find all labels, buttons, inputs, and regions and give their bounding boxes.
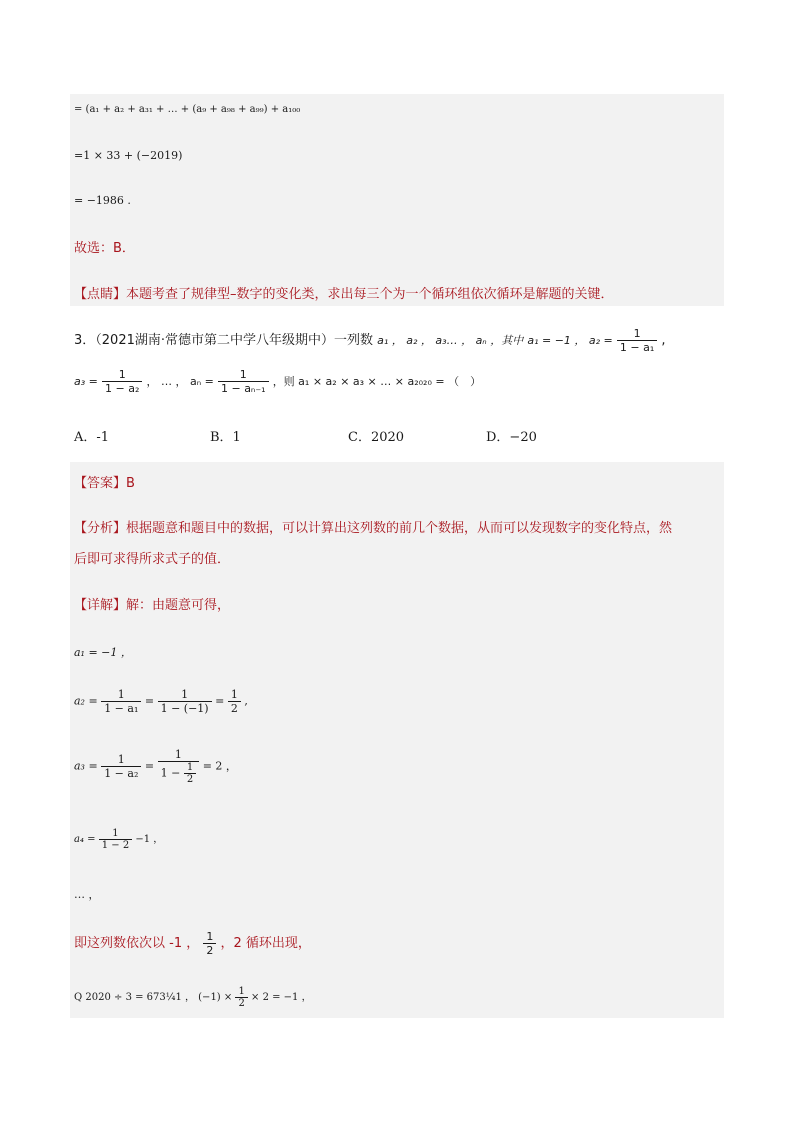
question-ask: ，则 a₁ × a₂ × a₃ × … × a₂₀₂₀ = （ ） (272, 375, 482, 388)
question-source: 3．（2021湖南·常德市第二中学八年级期中）一列数 (74, 333, 373, 348)
analysis-tag: 【分析】 (74, 521, 127, 536)
step-a4-lhs: a₄ = (74, 834, 96, 845)
fraction-cycle-half (203, 930, 216, 957)
fraction-denominator: 1 − $\frac{1}{2}$ (158, 761, 200, 785)
solution-block-top (70, 94, 724, 306)
fraction-step2-b (158, 688, 212, 715)
fraction-numerator: 1 (112, 828, 119, 839)
fraction-denominator: 1 − 2 (99, 839, 132, 851)
detail-text: 解：由题意可得， (126, 598, 231, 613)
fraction-numerator: 1 (174, 748, 182, 761)
calc-line-3: = −1986 . (74, 194, 131, 207)
fraction-numerator: 1 (238, 986, 245, 997)
comment-line (74, 283, 614, 302)
step-a3: a₃ = $\frac{1}{\text{1 − a₂}}$ = 1 1 − $\frac{1}{2}$ = 2 ， (74, 748, 237, 785)
fraction-denominator: 1 − a₁ (617, 340, 657, 354)
option-d[interactable]: D．−20 (486, 430, 537, 445)
ellipsis-line: … ， (74, 888, 100, 901)
answer-tag: 【答案】 (74, 476, 127, 491)
step-a2-lhs: a₂ = (74, 694, 98, 708)
step-a4-result: −1 ， (135, 834, 164, 845)
option-b[interactable]: B．1 (210, 430, 241, 445)
step-a3-lhs: a₃ = (74, 759, 98, 773)
fraction-numerator: 1 (117, 753, 125, 766)
analysis-line-1 (74, 517, 672, 536)
sequence-terms: a₁ ， a₂ ， a₃… ， aₙ ，其中 (377, 334, 524, 347)
a3-lhs: a₃ = (74, 375, 98, 388)
calc-line-2: =1 × 33 + (−2019) (74, 149, 183, 162)
step-a2: a₂ = $\frac{1}{\text{1 − a₁}}$ = $\frac{1}{1 - (-1)}$ = $\frac{1}{2}$ , (74, 688, 248, 715)
fraction-denominator: 2 (203, 943, 216, 957)
cycle-text-a: 即这列数依次以 -1 ， (74, 936, 200, 951)
calc-line-1: = (a₁ + a₂ + a₃₁ + … + (a₉ + a₉₈ + a₉₉) + a₁₀₀ (74, 104, 301, 115)
fraction-denominator: 2 (228, 701, 241, 715)
fraction-denominator: 1 − aₙ₋₁ (218, 381, 269, 395)
fraction-step2-a (101, 688, 141, 715)
step-a4 (74, 828, 163, 851)
answer-line (74, 472, 135, 491)
fraction-numerator: 1 (206, 930, 214, 943)
fraction-denominator: 2 (235, 997, 247, 1009)
detail-tag: 【详解】 (74, 598, 127, 613)
fraction-denominator: 1 − a₂ (101, 766, 141, 780)
option-c[interactable]: C．2020 (348, 430, 405, 445)
detail-line (74, 594, 230, 613)
final-text-a: Q 2020 ÷ 3 = 673¼1 ， (−1) × (74, 992, 233, 1003)
fraction-denominator: 1 − a₁ (101, 701, 141, 715)
cycle-line (74, 930, 311, 957)
final-text-b: × 2 = −1 ， (251, 992, 312, 1003)
final-line (74, 986, 312, 1009)
cycle-text-b: ，2 循环出现， (220, 936, 311, 951)
step-a1: a₁ = −1 ， (74, 646, 132, 659)
answer-value: B (126, 476, 135, 491)
fraction-nested-half (184, 762, 196, 785)
option-a[interactable]: A．-1 (74, 430, 110, 445)
fraction-denominator: 1 − a₂ (102, 381, 142, 395)
fraction-numerator: 1 (117, 688, 125, 701)
fraction-step4 (99, 828, 132, 851)
analysis-text: 根据题意和题目中的数据，可以计算出这列数的前几个数据，从而可以发现数字的变化特点，然 (126, 521, 673, 536)
fraction-a3 (102, 368, 142, 395)
fraction-a2 (617, 327, 657, 354)
fraction-numerator: 1 (633, 327, 641, 340)
fraction-denominator: 2 (184, 773, 196, 785)
analysis-line-2: 后即可求得所求式子的值． (74, 552, 231, 567)
fraction-numerator: 1 (186, 762, 194, 773)
fraction-numerator: 1 (181, 688, 189, 701)
select-line: 故选：B． (74, 241, 135, 256)
fraction-step3-a (101, 753, 141, 780)
comment-text: 本题考查了规律型–数字的变化类，求出每三个为一个循环组依次循环是解题的关键． (126, 287, 614, 302)
fraction-final-half (235, 986, 247, 1009)
question-stem-2 (74, 368, 481, 395)
fraction-numerator: 1 (239, 368, 247, 381)
fraction-step2-result (228, 688, 241, 715)
comment-tag: 【点睛】 (74, 287, 127, 302)
a1-definition: a₁ = −1 ， a₂ = (527, 334, 613, 347)
fraction-numerator: 1 (230, 688, 238, 701)
question-stem: 3．（2021湖南·常德市第二中学八年级期中）一列数 a₁ ， a₂ ， a₃… ， aₙ ，其中 a₁ = −1 ， a₂ = $\frac{1}{\text{1 − a₁}}$ , (74, 327, 666, 354)
general-term-lhs: ， … ， aₙ = (146, 375, 214, 388)
fraction-numerator: 1 (118, 368, 126, 381)
fraction-step3-b (158, 748, 200, 785)
step-a3-result: = 2 ， (202, 759, 237, 773)
fraction-an (218, 368, 269, 395)
fraction-denominator: 1 − (−1) (158, 701, 212, 715)
